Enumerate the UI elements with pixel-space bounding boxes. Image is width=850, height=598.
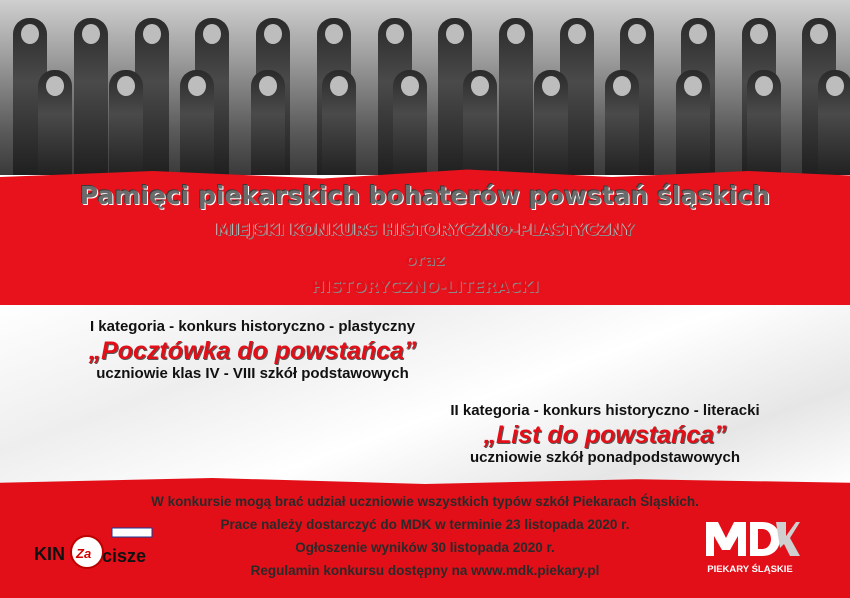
historical-photo (0, 0, 850, 175)
category-2-label: II kategoria - konkurs historyczno - literacki (450, 402, 760, 419)
mdk-piekary-logo (700, 516, 800, 578)
kino-za-cisze-logo (32, 524, 162, 574)
contest-subtitle-1: MIEJSKI KONKURS HISTORYCZNO-PLASTYCZNY (215, 220, 635, 239)
photo-crowd-front-row (0, 70, 850, 175)
svg-text:KIN: KIN (34, 544, 65, 564)
info-rules-link: Regulamin konkursu dostępny na www.mdk.piekary.pl (250, 563, 600, 578)
svg-text:Za: Za (76, 546, 92, 561)
contest-subtitle-2: HISTORYCZNO-LITERACKI (311, 277, 539, 296)
svg-text:PIEKARY ŚLĄSKIE: PIEKARY ŚLĄSKIE (707, 564, 793, 575)
info-deadline: Prace należy dostarczyć do MDK w terminie 23 listopada 2020 r. (220, 517, 630, 532)
contest-conjunction: oraz (405, 250, 445, 269)
category-1-title: „Pocztówka do powstańca” (88, 337, 417, 365)
category-1-audience: uczniowie klas IV - VIII szkół podstawowych (96, 365, 409, 382)
poster-title: Pamięci piekarskich bohaterów powstań śląskich (79, 181, 771, 210)
svg-text:cisze: cisze (102, 546, 147, 566)
category-2-audience: uczniowie szkół ponadpodstawowych (469, 449, 741, 466)
info-results-date: Ogłoszenie wyników 30 listopada 2020 r. (295, 540, 555, 555)
category-2-title: „List do powstańca” (483, 421, 727, 449)
category-1-label: I kategoria - konkurs historyczno - plastyczny (89, 318, 416, 335)
info-eligibility: W konkursie mogą brać udział uczniowie wszystkich typów szkół Piekarach Śląskich. (151, 494, 699, 509)
